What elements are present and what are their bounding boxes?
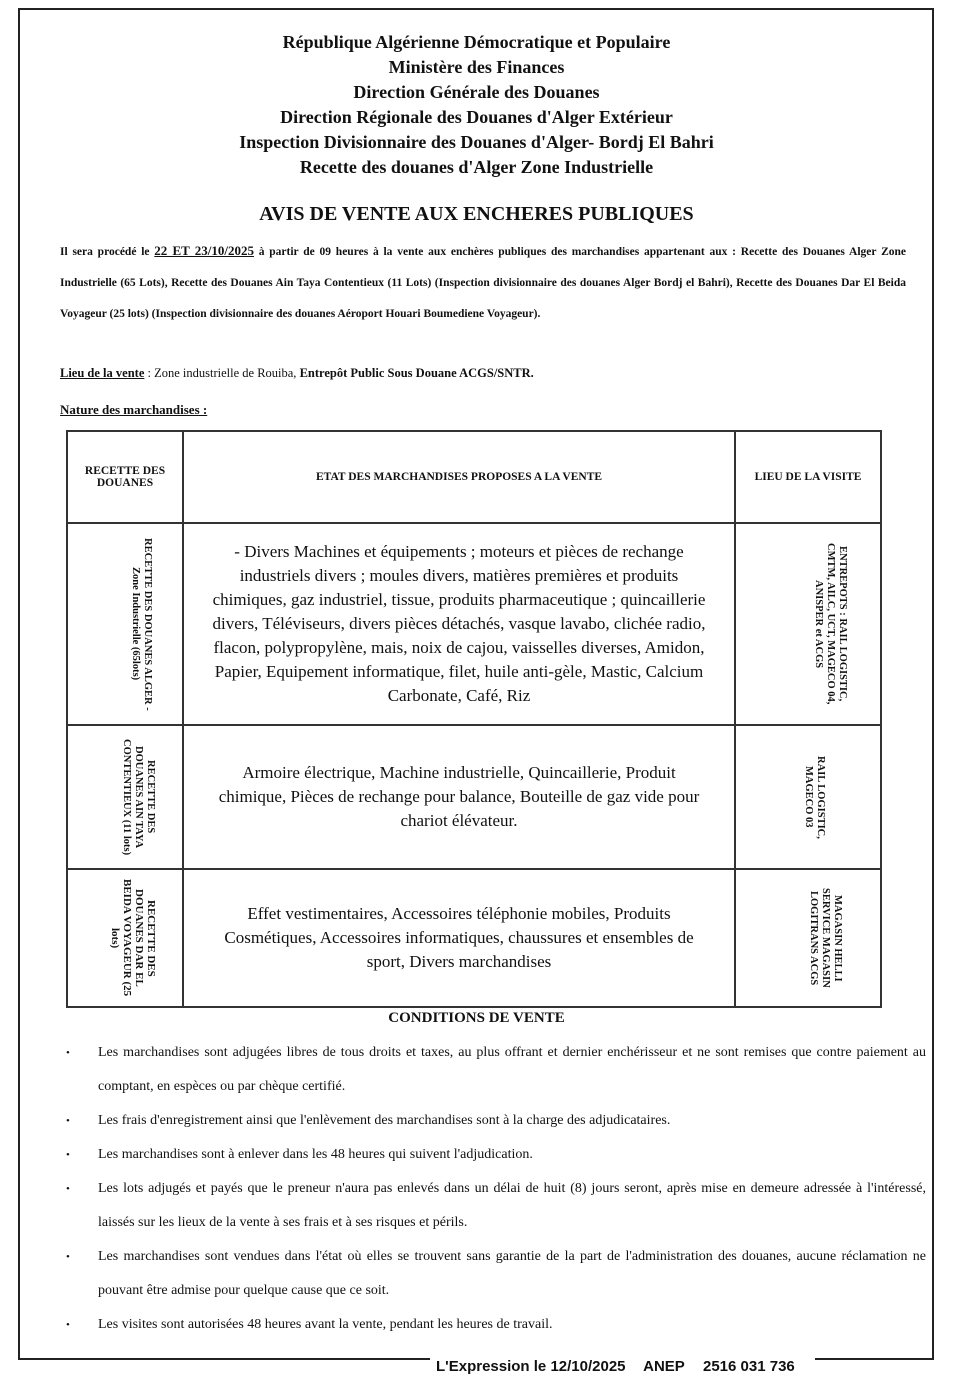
bullet-icon: • — [66, 1115, 70, 1127]
header-line: Recette des douanes d'Alger Zone Industrielle — [299, 157, 654, 177]
bullet-icon: • — [66, 1251, 70, 1263]
goods-description-cell: Effet vestimentaires, Accessoires téléphonie mobiles, Produits Cosmétiques, Accessoires informatiques, chaussures et ensembles de sport, Divers marchandises — [183, 869, 735, 1007]
list-item — [66, 1036, 926, 1104]
recette-label: RECETTE DES DOUANES ALGER - Zone Industrielle (65lots) — [130, 537, 153, 711]
header-line: Ministère des Finances — [388, 57, 565, 77]
visit-location-cell — [735, 725, 881, 869]
column-header-recette: RECETTE DES DOUANES — [67, 431, 183, 523]
notice-title: AVIS DE VENTE AUX ENCHERES PUBLIQUES — [259, 203, 694, 225]
recette-label: RECETTE DES DOUANES AIN TAYA CONTENTIEUX (11 lots) — [121, 738, 156, 856]
list-item — [66, 1104, 926, 1138]
list-item — [66, 1308, 926, 1342]
bullet-icon: • — [66, 1183, 70, 1195]
conditions-list — [66, 1036, 926, 1342]
goods-description-cell: - Divers Machines et équipements ; moteurs et pièces de rechange industriels divers ; moules divers, matières premières et produits chimiques, gaz industriel, tissue, produits pharmaceutique ; quincaillerie divers, Téléviseurs, divers pièces détachés, vasque lavabo, clichée radio, flacon, polypropylène, mais, noix de cajou, vaisselles diverses, Amidon, Papier, Equipement informatique, filet, huile anti-gèle, Mastic, Calcium Carbonate, Café, Riz — [183, 523, 735, 725]
publication-footer — [430, 1358, 815, 1375]
condition-text: Les marchandises sont à enlever dans les 48 heures qui suivent l'adjudication. — [98, 1147, 533, 1162]
publication-name-date: L'Expression le 12/10/2025 — [436, 1358, 626, 1375]
header-line: République Algérienne Démocratique et Populaire — [282, 32, 671, 52]
sale-dates: 22 ET 23/10/2025 — [154, 243, 254, 258]
table-row — [67, 869, 881, 1007]
condition-text: Les visites sont autorisées 48 heures avant la vente, pendant les heures de travail. — [98, 1317, 553, 1332]
header-line: Direction Régionale des Douanes d'Alger Extérieur — [280, 107, 673, 127]
location-label: Lieu de la vente — [60, 366, 145, 380]
sale-location — [60, 366, 906, 381]
column-header-etat: ETAT DES MARCHANDISES PROPOSES A LA VENTE — [183, 431, 735, 523]
visit-location-cell — [735, 523, 881, 725]
condition-text: Les lots adjugés et payés que le preneur n'aura pas enlevés dans un délai de huit (8) jours seront, après mise en demeure adressée à l'intéressé, laissés sur les lieux de la vente à ses frais et à ses risques et périls. — [98, 1181, 926, 1230]
goods-nature-label: Nature des marchandises : — [60, 402, 208, 417]
conditions-title: CONDITIONS DE VENTE — [388, 1010, 565, 1026]
document-header — [20, 30, 933, 180]
goods-table — [66, 430, 882, 1008]
intro-text: Il sera procédé le — [60, 246, 155, 258]
recette-cell — [67, 523, 183, 725]
recette-cell — [67, 869, 183, 1007]
location-separator: : — [144, 366, 155, 380]
bullet-icon: • — [66, 1319, 70, 1331]
table-row — [67, 725, 881, 869]
visit-location-label: MAGASIN HELLI SERVICE MAGASIN LOGITRANS ACGS — [808, 888, 843, 988]
bullet-icon: • — [66, 1047, 70, 1059]
bullet-icon: • — [66, 1149, 70, 1161]
visit-location-label: ENTREPOTS : RAIL LOGISTIC, CMTM, AILC, UCT, MAGECO 04, ANISPER et ACGS — [813, 543, 848, 705]
condition-text: Les marchandises sont vendues dans l'état où elles se trouvent sans garantie de la part de l'administration des douanes, aucune réclamation ne pouvant être admise pour quelque cause que ce soit. — [98, 1249, 926, 1298]
visit-location-cell — [735, 869, 881, 1007]
visit-location-label: RAIL LOGISTIC, MAGECO 03 — [803, 755, 826, 839]
location-place: Zone industrielle de Rouiba, — [154, 366, 300, 380]
agency-name: ANEP — [643, 1358, 685, 1375]
header-line: Direction Générale des Douanes — [353, 82, 600, 102]
table-header-row — [67, 431, 881, 523]
list-item — [66, 1138, 926, 1172]
header-line: Inspection Divisionnaire des Douanes d'Alger- Bordj El Bahri — [239, 132, 714, 152]
condition-text: Les frais d'enregistrement ainsi que l'enlèvement des marchandises sont à la charge des adjudicataires. — [98, 1113, 671, 1128]
recette-cell — [67, 725, 183, 869]
goods-description-cell: Armoire électrique, Machine industrielle, Quincaillerie, Produit chimique, Pièces de rechange pour balance, Bouteille de gaz vide pour chariot élévateur. — [183, 725, 735, 869]
location-warehouse: Entrepôt Public Sous Douane ACGS/SNTR. — [299, 366, 534, 380]
list-item — [66, 1172, 926, 1240]
column-header-lieu: LIEU DE LA VISITE — [735, 431, 881, 523]
table-row — [67, 523, 881, 725]
recette-label: RECETTE DES DOUANES DAR EL BEIDA VOYAGEUR (25 lots) — [109, 879, 157, 997]
intro-text: à partir de 09 heures à la vente aux enchères publiques des marchandises appartenant aux : Recette des Douanes Alger Zone Industrielle (65 Lots), Recette des Douanes Ain Taya Contentieux (11 Lots) (Inspection divisionnaire des douanes Alger Bordj el Bahri), Recette des Douanes Dar El Beida Voyageur (25 lots) (Inspection divisionnaire des douanes Aéroport Houari Boumediene Voyageur). — [60, 246, 906, 320]
list-item — [66, 1240, 926, 1308]
condition-text: Les marchandises sont adjugées libres de tous droits et taxes, au plus offrant et dernier enchérisseur et ne sont remises que contre paiement au comptant, en espèces ou par chèque certifié. — [98, 1045, 926, 1094]
reference-number: 2516 031 736 — [703, 1358, 795, 1375]
intro-paragraph — [60, 235, 906, 330]
